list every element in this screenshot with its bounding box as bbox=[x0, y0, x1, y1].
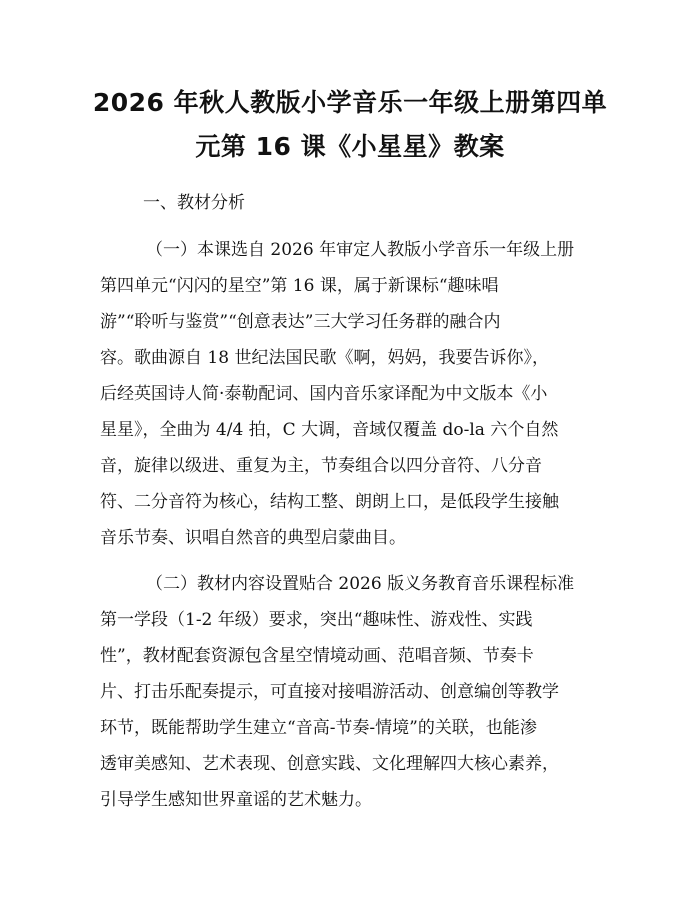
document-title-line-1: 2026 年秋人教版小学音乐一年级上册第四单 bbox=[92, 88, 608, 117]
paragraph-line: 第四单元“闪闪的星空”第 16 课，属于新课标“趣味唱 bbox=[100, 276, 499, 296]
paragraph-line: 性”，教材配套资源包含星空情境动画、范唱音频、节奏卡 bbox=[100, 646, 534, 666]
paragraph-line: 音乐节奏、识唱自然音的典型启蒙曲目。 bbox=[100, 528, 406, 548]
paragraph-line: （一）本课选自 2026 年审定人教版小学音乐一年级上册 bbox=[146, 240, 575, 260]
section-heading: 一、教材分析 bbox=[143, 193, 245, 213]
paragraph-2 bbox=[100, 566, 605, 818]
paragraph-line: 后经英国诗人简·泰勒配词、国内音乐家译配为中文版本《小 bbox=[100, 384, 548, 404]
paragraph-line: 透审美感知、艺术表现、创意实践、文化理解四大核心素养， bbox=[100, 754, 559, 774]
paragraph-line: 第一学段（1-2 年级）要求，突出“趣味性、游戏性、实践 bbox=[100, 610, 533, 630]
paragraph-1 bbox=[100, 232, 605, 556]
document-title-line-2: 元第 16 课《小星星》教案 bbox=[195, 132, 505, 161]
paragraph-line: 符、二分音符为核心，结构工整、朗朗上口，是低段学生接触 bbox=[100, 492, 559, 512]
paragraph-line: 容。歌曲源自 18 世纪法国民歌《啊，妈妈，我要告诉你》， bbox=[100, 348, 549, 368]
paragraph-line: 引导学生感知世界童谣的艺术魅力。 bbox=[100, 790, 372, 810]
paragraph-line: 音，旋律以级进、重复为主，节奏组合以四分音符、八分音 bbox=[100, 456, 542, 476]
paragraph-line: 游”“聆听与鉴赏”“创意表达”三大学习任务群的融合内 bbox=[100, 312, 501, 332]
paragraph-line: 星星》，全曲为 4/4 拍，C 大调，音域仅覆盖 do-la 六个自然 bbox=[100, 420, 559, 440]
paragraph-line: （二）教材内容设置贴合 2026 版义务教育音乐课程标准 bbox=[146, 574, 575, 594]
paragraph-line: 片、打击乐配奏提示，可直接对接唱游活动、创意编创等教学 bbox=[100, 682, 559, 702]
paragraph-line: 环节，既能帮助学生建立“音高-节奏-情境”的关联，也能渗 bbox=[100, 718, 537, 738]
